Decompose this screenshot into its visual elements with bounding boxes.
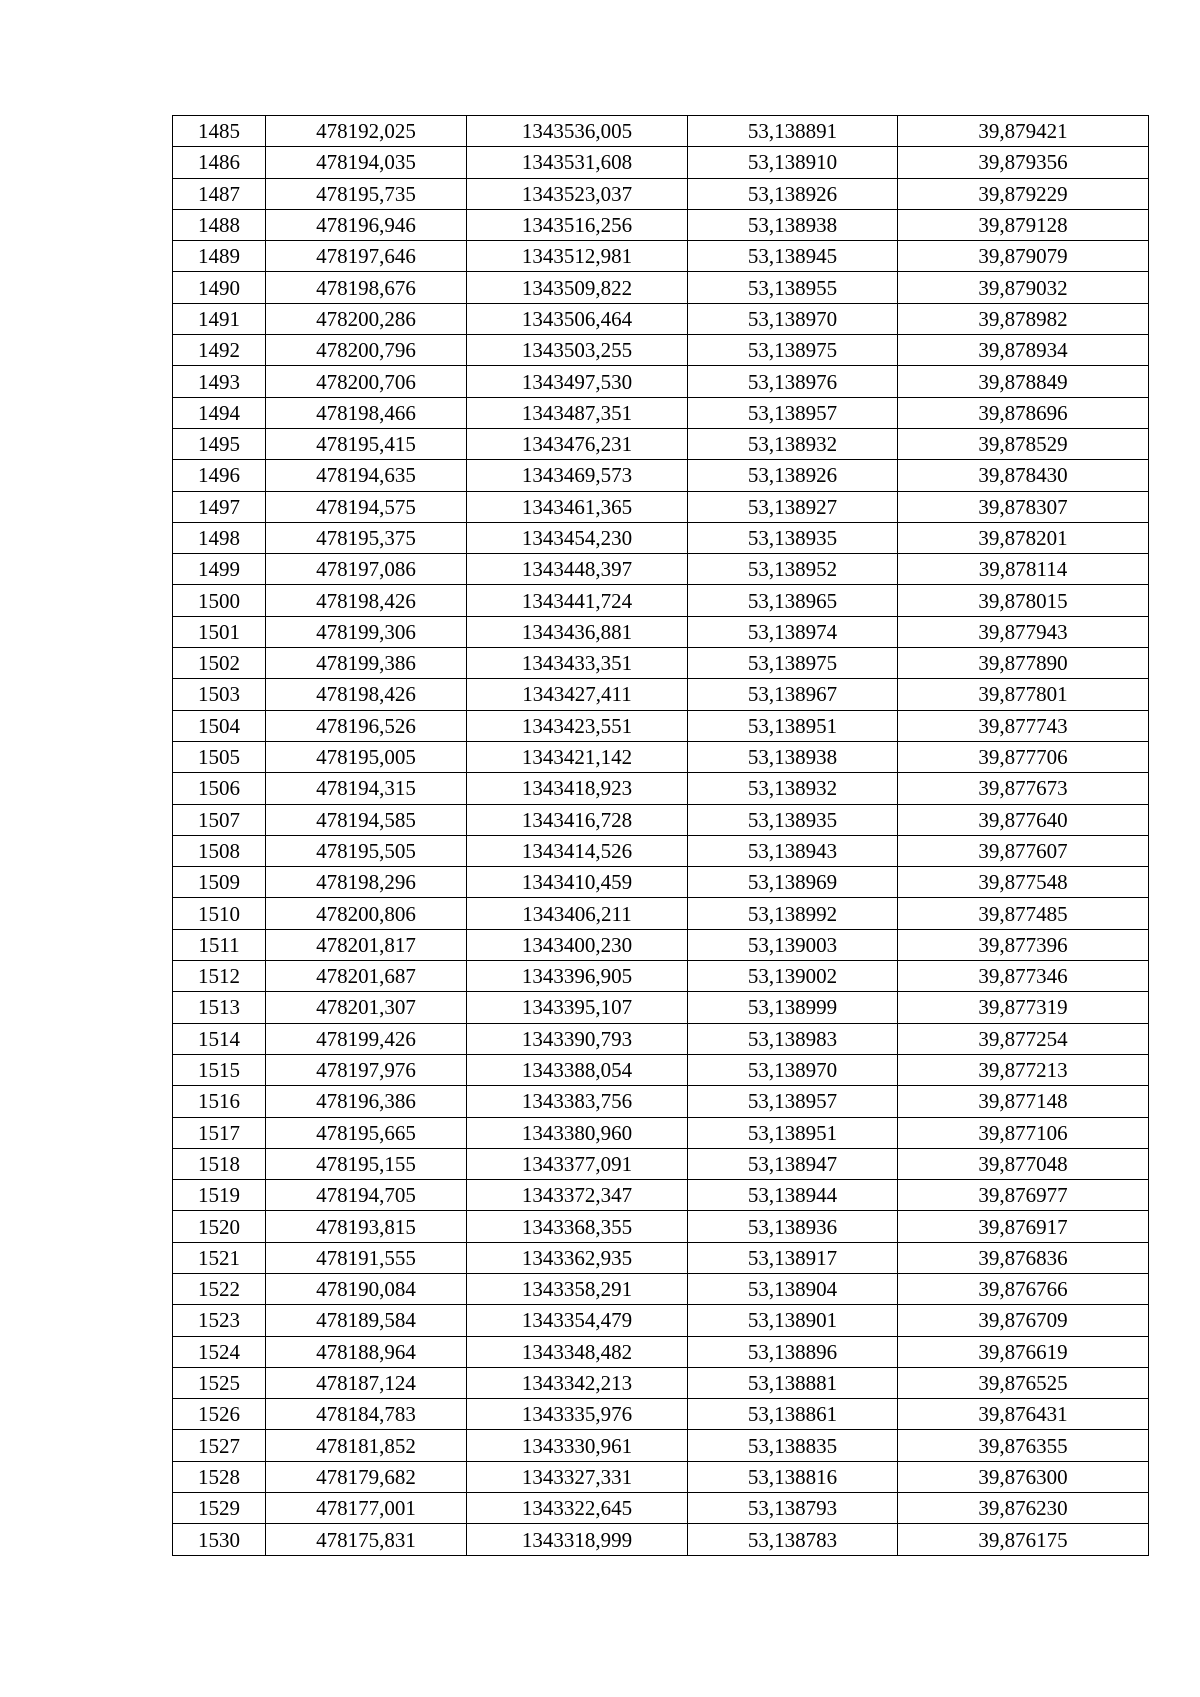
latitude-cell: 53,138938 <box>688 209 898 240</box>
x-coordinate-cell: 478181,852 <box>266 1430 467 1461</box>
y-coordinate-cell: 1343536,005 <box>467 116 688 147</box>
y-coordinate-cell: 1343410,459 <box>467 867 688 898</box>
table-row <box>173 1430 1149 1461</box>
latitude-cell: 53,138936 <box>688 1211 898 1242</box>
x-coordinate-cell: 478194,585 <box>266 804 467 835</box>
table-row <box>173 616 1149 647</box>
longitude-cell: 39,877106 <box>898 1117 1149 1148</box>
y-coordinate-cell: 1343469,573 <box>467 460 688 491</box>
latitude-cell: 53,138951 <box>688 1117 898 1148</box>
x-coordinate-cell: 478200,286 <box>266 303 467 334</box>
longitude-cell: 39,878982 <box>898 303 1149 334</box>
x-coordinate-cell: 478195,375 <box>266 522 467 553</box>
longitude-cell: 39,879421 <box>898 116 1149 147</box>
latitude-cell: 53,138901 <box>688 1305 898 1336</box>
table-row <box>173 1211 1149 1242</box>
x-coordinate-cell: 478195,665 <box>266 1117 467 1148</box>
table-row <box>173 241 1149 272</box>
x-coordinate-cell: 478177,001 <box>266 1493 467 1524</box>
table-row <box>173 1054 1149 1085</box>
point-number-cell: 1518 <box>173 1148 266 1179</box>
longitude-cell: 39,876175 <box>898 1524 1149 1555</box>
longitude-cell: 39,876230 <box>898 1493 1149 1524</box>
point-number-cell: 1506 <box>173 773 266 804</box>
point-number-cell: 1501 <box>173 616 266 647</box>
point-number-cell: 1498 <box>173 522 266 553</box>
point-number-cell: 1515 <box>173 1054 266 1085</box>
table-row <box>173 116 1149 147</box>
latitude-cell: 53,138945 <box>688 241 898 272</box>
point-number-cell: 1497 <box>173 491 266 522</box>
table-row <box>173 741 1149 772</box>
point-number-cell: 1525 <box>173 1367 266 1398</box>
latitude-cell: 53,138969 <box>688 867 898 898</box>
latitude-cell: 53,138952 <box>688 554 898 585</box>
x-coordinate-cell: 478184,783 <box>266 1399 467 1430</box>
y-coordinate-cell: 1343476,231 <box>467 428 688 459</box>
point-number-cell: 1509 <box>173 867 266 898</box>
x-coordinate-cell: 478194,035 <box>266 147 467 178</box>
y-coordinate-cell: 1343372,347 <box>467 1180 688 1211</box>
point-number-cell: 1508 <box>173 835 266 866</box>
latitude-cell: 53,138896 <box>688 1336 898 1367</box>
longitude-cell: 39,878201 <box>898 522 1149 553</box>
latitude-cell: 53,138926 <box>688 460 898 491</box>
longitude-cell: 39,877943 <box>898 616 1149 647</box>
y-coordinate-cell: 1343388,054 <box>467 1054 688 1085</box>
x-coordinate-cell: 478196,386 <box>266 1086 467 1117</box>
longitude-cell: 39,876977 <box>898 1180 1149 1211</box>
x-coordinate-cell: 478199,386 <box>266 648 467 679</box>
table-row <box>173 209 1149 240</box>
latitude-cell: 53,138943 <box>688 835 898 866</box>
point-number-cell: 1489 <box>173 241 266 272</box>
latitude-cell: 53,138967 <box>688 679 898 710</box>
longitude-cell: 39,879356 <box>898 147 1149 178</box>
latitude-cell: 53,139003 <box>688 929 898 960</box>
longitude-cell: 39,878529 <box>898 428 1149 459</box>
y-coordinate-cell: 1343327,331 <box>467 1461 688 1492</box>
table-row <box>173 554 1149 585</box>
x-coordinate-cell: 478198,466 <box>266 397 467 428</box>
longitude-cell: 39,877396 <box>898 929 1149 960</box>
x-coordinate-cell: 478200,806 <box>266 898 467 929</box>
x-coordinate-cell: 478191,555 <box>266 1242 467 1273</box>
y-coordinate-cell: 1343406,211 <box>467 898 688 929</box>
table-row <box>173 303 1149 334</box>
x-coordinate-cell: 478200,706 <box>266 366 467 397</box>
latitude-cell: 53,138917 <box>688 1242 898 1273</box>
table-row <box>173 1023 1149 1054</box>
coordinates-table-body <box>173 116 1149 1556</box>
latitude-cell: 53,138891 <box>688 116 898 147</box>
longitude-cell: 39,877048 <box>898 1148 1149 1179</box>
point-number-cell: 1504 <box>173 710 266 741</box>
y-coordinate-cell: 1343448,397 <box>467 554 688 585</box>
latitude-cell: 53,138904 <box>688 1273 898 1304</box>
longitude-cell: 39,877319 <box>898 992 1149 1023</box>
y-coordinate-cell: 1343418,923 <box>467 773 688 804</box>
x-coordinate-cell: 478193,815 <box>266 1211 467 1242</box>
table-row <box>173 272 1149 303</box>
point-number-cell: 1516 <box>173 1086 266 1117</box>
y-coordinate-cell: 1343433,351 <box>467 648 688 679</box>
table-row <box>173 428 1149 459</box>
x-coordinate-cell: 478179,682 <box>266 1461 467 1492</box>
latitude-cell: 53,138976 <box>688 366 898 397</box>
latitude-cell: 53,138783 <box>688 1524 898 1555</box>
y-coordinate-cell: 1343516,256 <box>467 209 688 240</box>
y-coordinate-cell: 1343368,355 <box>467 1211 688 1242</box>
y-coordinate-cell: 1343454,230 <box>467 522 688 553</box>
y-coordinate-cell: 1343396,905 <box>467 961 688 992</box>
table-row <box>173 522 1149 553</box>
point-number-cell: 1503 <box>173 679 266 710</box>
y-coordinate-cell: 1343512,981 <box>467 241 688 272</box>
point-number-cell: 1517 <box>173 1117 266 1148</box>
longitude-cell: 39,877673 <box>898 773 1149 804</box>
longitude-cell: 39,877346 <box>898 961 1149 992</box>
longitude-cell: 39,877607 <box>898 835 1149 866</box>
longitude-cell: 39,878696 <box>898 397 1149 428</box>
table-row <box>173 366 1149 397</box>
point-number-cell: 1524 <box>173 1336 266 1367</box>
y-coordinate-cell: 1343390,793 <box>467 1023 688 1054</box>
y-coordinate-cell: 1343509,822 <box>467 272 688 303</box>
point-number-cell: 1499 <box>173 554 266 585</box>
x-coordinate-cell: 478195,155 <box>266 1148 467 1179</box>
x-coordinate-cell: 478194,705 <box>266 1180 467 1211</box>
x-coordinate-cell: 478192,025 <box>266 116 467 147</box>
table-row <box>173 460 1149 491</box>
x-coordinate-cell: 478199,306 <box>266 616 467 647</box>
longitude-cell: 39,877485 <box>898 898 1149 929</box>
x-coordinate-cell: 478187,124 <box>266 1367 467 1398</box>
latitude-cell: 53,138935 <box>688 522 898 553</box>
point-number-cell: 1495 <box>173 428 266 459</box>
latitude-cell: 53,138932 <box>688 773 898 804</box>
point-number-cell: 1519 <box>173 1180 266 1211</box>
table-row <box>173 585 1149 616</box>
point-number-cell: 1513 <box>173 992 266 1023</box>
x-coordinate-cell: 478194,575 <box>266 491 467 522</box>
point-number-cell: 1493 <box>173 366 266 397</box>
point-number-cell: 1486 <box>173 147 266 178</box>
latitude-cell: 53,138975 <box>688 335 898 366</box>
y-coordinate-cell: 1343416,728 <box>467 804 688 835</box>
y-coordinate-cell: 1343427,411 <box>467 679 688 710</box>
latitude-cell: 53,138835 <box>688 1430 898 1461</box>
point-number-cell: 1485 <box>173 116 266 147</box>
y-coordinate-cell: 1343377,091 <box>467 1148 688 1179</box>
x-coordinate-cell: 478200,796 <box>266 335 467 366</box>
x-coordinate-cell: 478190,084 <box>266 1273 467 1304</box>
longitude-cell: 39,877213 <box>898 1054 1149 1085</box>
point-number-cell: 1510 <box>173 898 266 929</box>
longitude-cell: 39,878430 <box>898 460 1149 491</box>
x-coordinate-cell: 478197,976 <box>266 1054 467 1085</box>
latitude-cell: 53,138999 <box>688 992 898 1023</box>
x-coordinate-cell: 478175,831 <box>266 1524 467 1555</box>
latitude-cell: 53,138983 <box>688 1023 898 1054</box>
table-row <box>173 648 1149 679</box>
latitude-cell: 53,138881 <box>688 1367 898 1398</box>
x-coordinate-cell: 478197,646 <box>266 241 467 272</box>
table-row <box>173 1524 1149 1555</box>
y-coordinate-cell: 1343362,935 <box>467 1242 688 1273</box>
point-number-cell: 1514 <box>173 1023 266 1054</box>
y-coordinate-cell: 1343330,961 <box>467 1430 688 1461</box>
longitude-cell: 39,877801 <box>898 679 1149 710</box>
longitude-cell: 39,879229 <box>898 178 1149 209</box>
table-row <box>173 335 1149 366</box>
longitude-cell: 39,876619 <box>898 1336 1149 1367</box>
table-row <box>173 710 1149 741</box>
x-coordinate-cell: 478188,964 <box>266 1336 467 1367</box>
longitude-cell: 39,879128 <box>898 209 1149 240</box>
point-number-cell: 1507 <box>173 804 266 835</box>
latitude-cell: 53,138944 <box>688 1180 898 1211</box>
table-row <box>173 1305 1149 1336</box>
latitude-cell: 53,138975 <box>688 648 898 679</box>
point-number-cell: 1526 <box>173 1399 266 1430</box>
x-coordinate-cell: 478189,584 <box>266 1305 467 1336</box>
y-coordinate-cell: 1343414,526 <box>467 835 688 866</box>
longitude-cell: 39,876766 <box>898 1273 1149 1304</box>
table-row <box>173 773 1149 804</box>
longitude-cell: 39,876431 <box>898 1399 1149 1430</box>
longitude-cell: 39,876525 <box>898 1367 1149 1398</box>
y-coordinate-cell: 1343358,291 <box>467 1273 688 1304</box>
y-coordinate-cell: 1343395,107 <box>467 992 688 1023</box>
point-number-cell: 1530 <box>173 1524 266 1555</box>
table-row <box>173 1461 1149 1492</box>
latitude-cell: 53,138970 <box>688 303 898 334</box>
longitude-cell: 39,877743 <box>898 710 1149 741</box>
longitude-cell: 39,878849 <box>898 366 1149 397</box>
table-row <box>173 929 1149 960</box>
table-row <box>173 1180 1149 1211</box>
y-coordinate-cell: 1343531,608 <box>467 147 688 178</box>
latitude-cell: 53,138955 <box>688 272 898 303</box>
table-row <box>173 961 1149 992</box>
y-coordinate-cell: 1343383,756 <box>467 1086 688 1117</box>
longitude-cell: 39,877148 <box>898 1086 1149 1117</box>
y-coordinate-cell: 1343348,482 <box>467 1336 688 1367</box>
latitude-cell: 53,138951 <box>688 710 898 741</box>
x-coordinate-cell: 478194,635 <box>266 460 467 491</box>
longitude-cell: 39,877254 <box>898 1023 1149 1054</box>
table-row <box>173 1367 1149 1398</box>
longitude-cell: 39,877890 <box>898 648 1149 679</box>
latitude-cell: 53,138965 <box>688 585 898 616</box>
table-row <box>173 1086 1149 1117</box>
latitude-cell: 53,138974 <box>688 616 898 647</box>
longitude-cell: 39,876300 <box>898 1461 1149 1492</box>
latitude-cell: 53,138957 <box>688 1086 898 1117</box>
point-number-cell: 1528 <box>173 1461 266 1492</box>
x-coordinate-cell: 478198,296 <box>266 867 467 898</box>
longitude-cell: 39,877640 <box>898 804 1149 835</box>
point-number-cell: 1523 <box>173 1305 266 1336</box>
y-coordinate-cell: 1343400,230 <box>467 929 688 960</box>
point-number-cell: 1487 <box>173 178 266 209</box>
table-row <box>173 1117 1149 1148</box>
point-number-cell: 1502 <box>173 648 266 679</box>
table-row <box>173 147 1149 178</box>
x-coordinate-cell: 478198,676 <box>266 272 467 303</box>
point-number-cell: 1496 <box>173 460 266 491</box>
y-coordinate-cell: 1343461,365 <box>467 491 688 522</box>
y-coordinate-cell: 1343523,037 <box>467 178 688 209</box>
point-number-cell: 1491 <box>173 303 266 334</box>
y-coordinate-cell: 1343318,999 <box>467 1524 688 1555</box>
latitude-cell: 53,138935 <box>688 804 898 835</box>
latitude-cell: 53,138992 <box>688 898 898 929</box>
y-coordinate-cell: 1343335,976 <box>467 1399 688 1430</box>
point-number-cell: 1492 <box>173 335 266 366</box>
latitude-cell: 53,138947 <box>688 1148 898 1179</box>
point-number-cell: 1520 <box>173 1211 266 1242</box>
x-coordinate-cell: 478201,687 <box>266 961 467 992</box>
point-number-cell: 1529 <box>173 1493 266 1524</box>
x-coordinate-cell: 478196,526 <box>266 710 467 741</box>
y-coordinate-cell: 1343423,551 <box>467 710 688 741</box>
y-coordinate-cell: 1343354,479 <box>467 1305 688 1336</box>
table-row <box>173 992 1149 1023</box>
x-coordinate-cell: 478198,426 <box>266 585 467 616</box>
point-number-cell: 1488 <box>173 209 266 240</box>
longitude-cell: 39,878934 <box>898 335 1149 366</box>
x-coordinate-cell: 478195,005 <box>266 741 467 772</box>
table-row <box>173 898 1149 929</box>
table-row <box>173 835 1149 866</box>
x-coordinate-cell: 478195,415 <box>266 428 467 459</box>
table-row <box>173 1273 1149 1304</box>
point-number-cell: 1505 <box>173 741 266 772</box>
point-number-cell: 1490 <box>173 272 266 303</box>
table-row <box>173 1148 1149 1179</box>
latitude-cell: 53,138816 <box>688 1461 898 1492</box>
point-number-cell: 1521 <box>173 1242 266 1273</box>
x-coordinate-cell: 478201,817 <box>266 929 467 960</box>
y-coordinate-cell: 1343436,881 <box>467 616 688 647</box>
x-coordinate-cell: 478198,426 <box>266 679 467 710</box>
table-row <box>173 491 1149 522</box>
coordinates-table <box>172 115 1149 1556</box>
longitude-cell: 39,876836 <box>898 1242 1149 1273</box>
y-coordinate-cell: 1343506,464 <box>467 303 688 334</box>
point-number-cell: 1511 <box>173 929 266 960</box>
latitude-cell: 53,138970 <box>688 1054 898 1085</box>
x-coordinate-cell: 478201,307 <box>266 992 467 1023</box>
longitude-cell: 39,876355 <box>898 1430 1149 1461</box>
longitude-cell: 39,879079 <box>898 241 1149 272</box>
point-number-cell: 1522 <box>173 1273 266 1304</box>
point-number-cell: 1494 <box>173 397 266 428</box>
y-coordinate-cell: 1343322,645 <box>467 1493 688 1524</box>
table-row <box>173 178 1149 209</box>
longitude-cell: 39,878015 <box>898 585 1149 616</box>
y-coordinate-cell: 1343503,255 <box>467 335 688 366</box>
latitude-cell: 53,138861 <box>688 1399 898 1430</box>
y-coordinate-cell: 1343441,724 <box>467 585 688 616</box>
x-coordinate-cell: 478196,946 <box>266 209 467 240</box>
table-row <box>173 1399 1149 1430</box>
latitude-cell: 53,138793 <box>688 1493 898 1524</box>
table-row <box>173 1493 1149 1524</box>
longitude-cell: 39,876709 <box>898 1305 1149 1336</box>
longitude-cell: 39,877706 <box>898 741 1149 772</box>
x-coordinate-cell: 478197,086 <box>266 554 467 585</box>
y-coordinate-cell: 1343380,960 <box>467 1117 688 1148</box>
table-row <box>173 1336 1149 1367</box>
x-coordinate-cell: 478195,505 <box>266 835 467 866</box>
table-row <box>173 867 1149 898</box>
point-number-cell: 1512 <box>173 961 266 992</box>
latitude-cell: 53,138938 <box>688 741 898 772</box>
table-row <box>173 679 1149 710</box>
table-row <box>173 804 1149 835</box>
longitude-cell: 39,879032 <box>898 272 1149 303</box>
y-coordinate-cell: 1343487,351 <box>467 397 688 428</box>
latitude-cell: 53,138910 <box>688 147 898 178</box>
point-number-cell: 1500 <box>173 585 266 616</box>
y-coordinate-cell: 1343497,530 <box>467 366 688 397</box>
table-row <box>173 397 1149 428</box>
x-coordinate-cell: 478195,735 <box>266 178 467 209</box>
longitude-cell: 39,878114 <box>898 554 1149 585</box>
x-coordinate-cell: 478199,426 <box>266 1023 467 1054</box>
latitude-cell: 53,139002 <box>688 961 898 992</box>
longitude-cell: 39,876917 <box>898 1211 1149 1242</box>
table-row <box>173 1242 1149 1273</box>
latitude-cell: 53,138927 <box>688 491 898 522</box>
longitude-cell: 39,877548 <box>898 867 1149 898</box>
latitude-cell: 53,138926 <box>688 178 898 209</box>
y-coordinate-cell: 1343421,142 <box>467 741 688 772</box>
longitude-cell: 39,878307 <box>898 491 1149 522</box>
y-coordinate-cell: 1343342,213 <box>467 1367 688 1398</box>
latitude-cell: 53,138957 <box>688 397 898 428</box>
point-number-cell: 1527 <box>173 1430 266 1461</box>
latitude-cell: 53,138932 <box>688 428 898 459</box>
x-coordinate-cell: 478194,315 <box>266 773 467 804</box>
